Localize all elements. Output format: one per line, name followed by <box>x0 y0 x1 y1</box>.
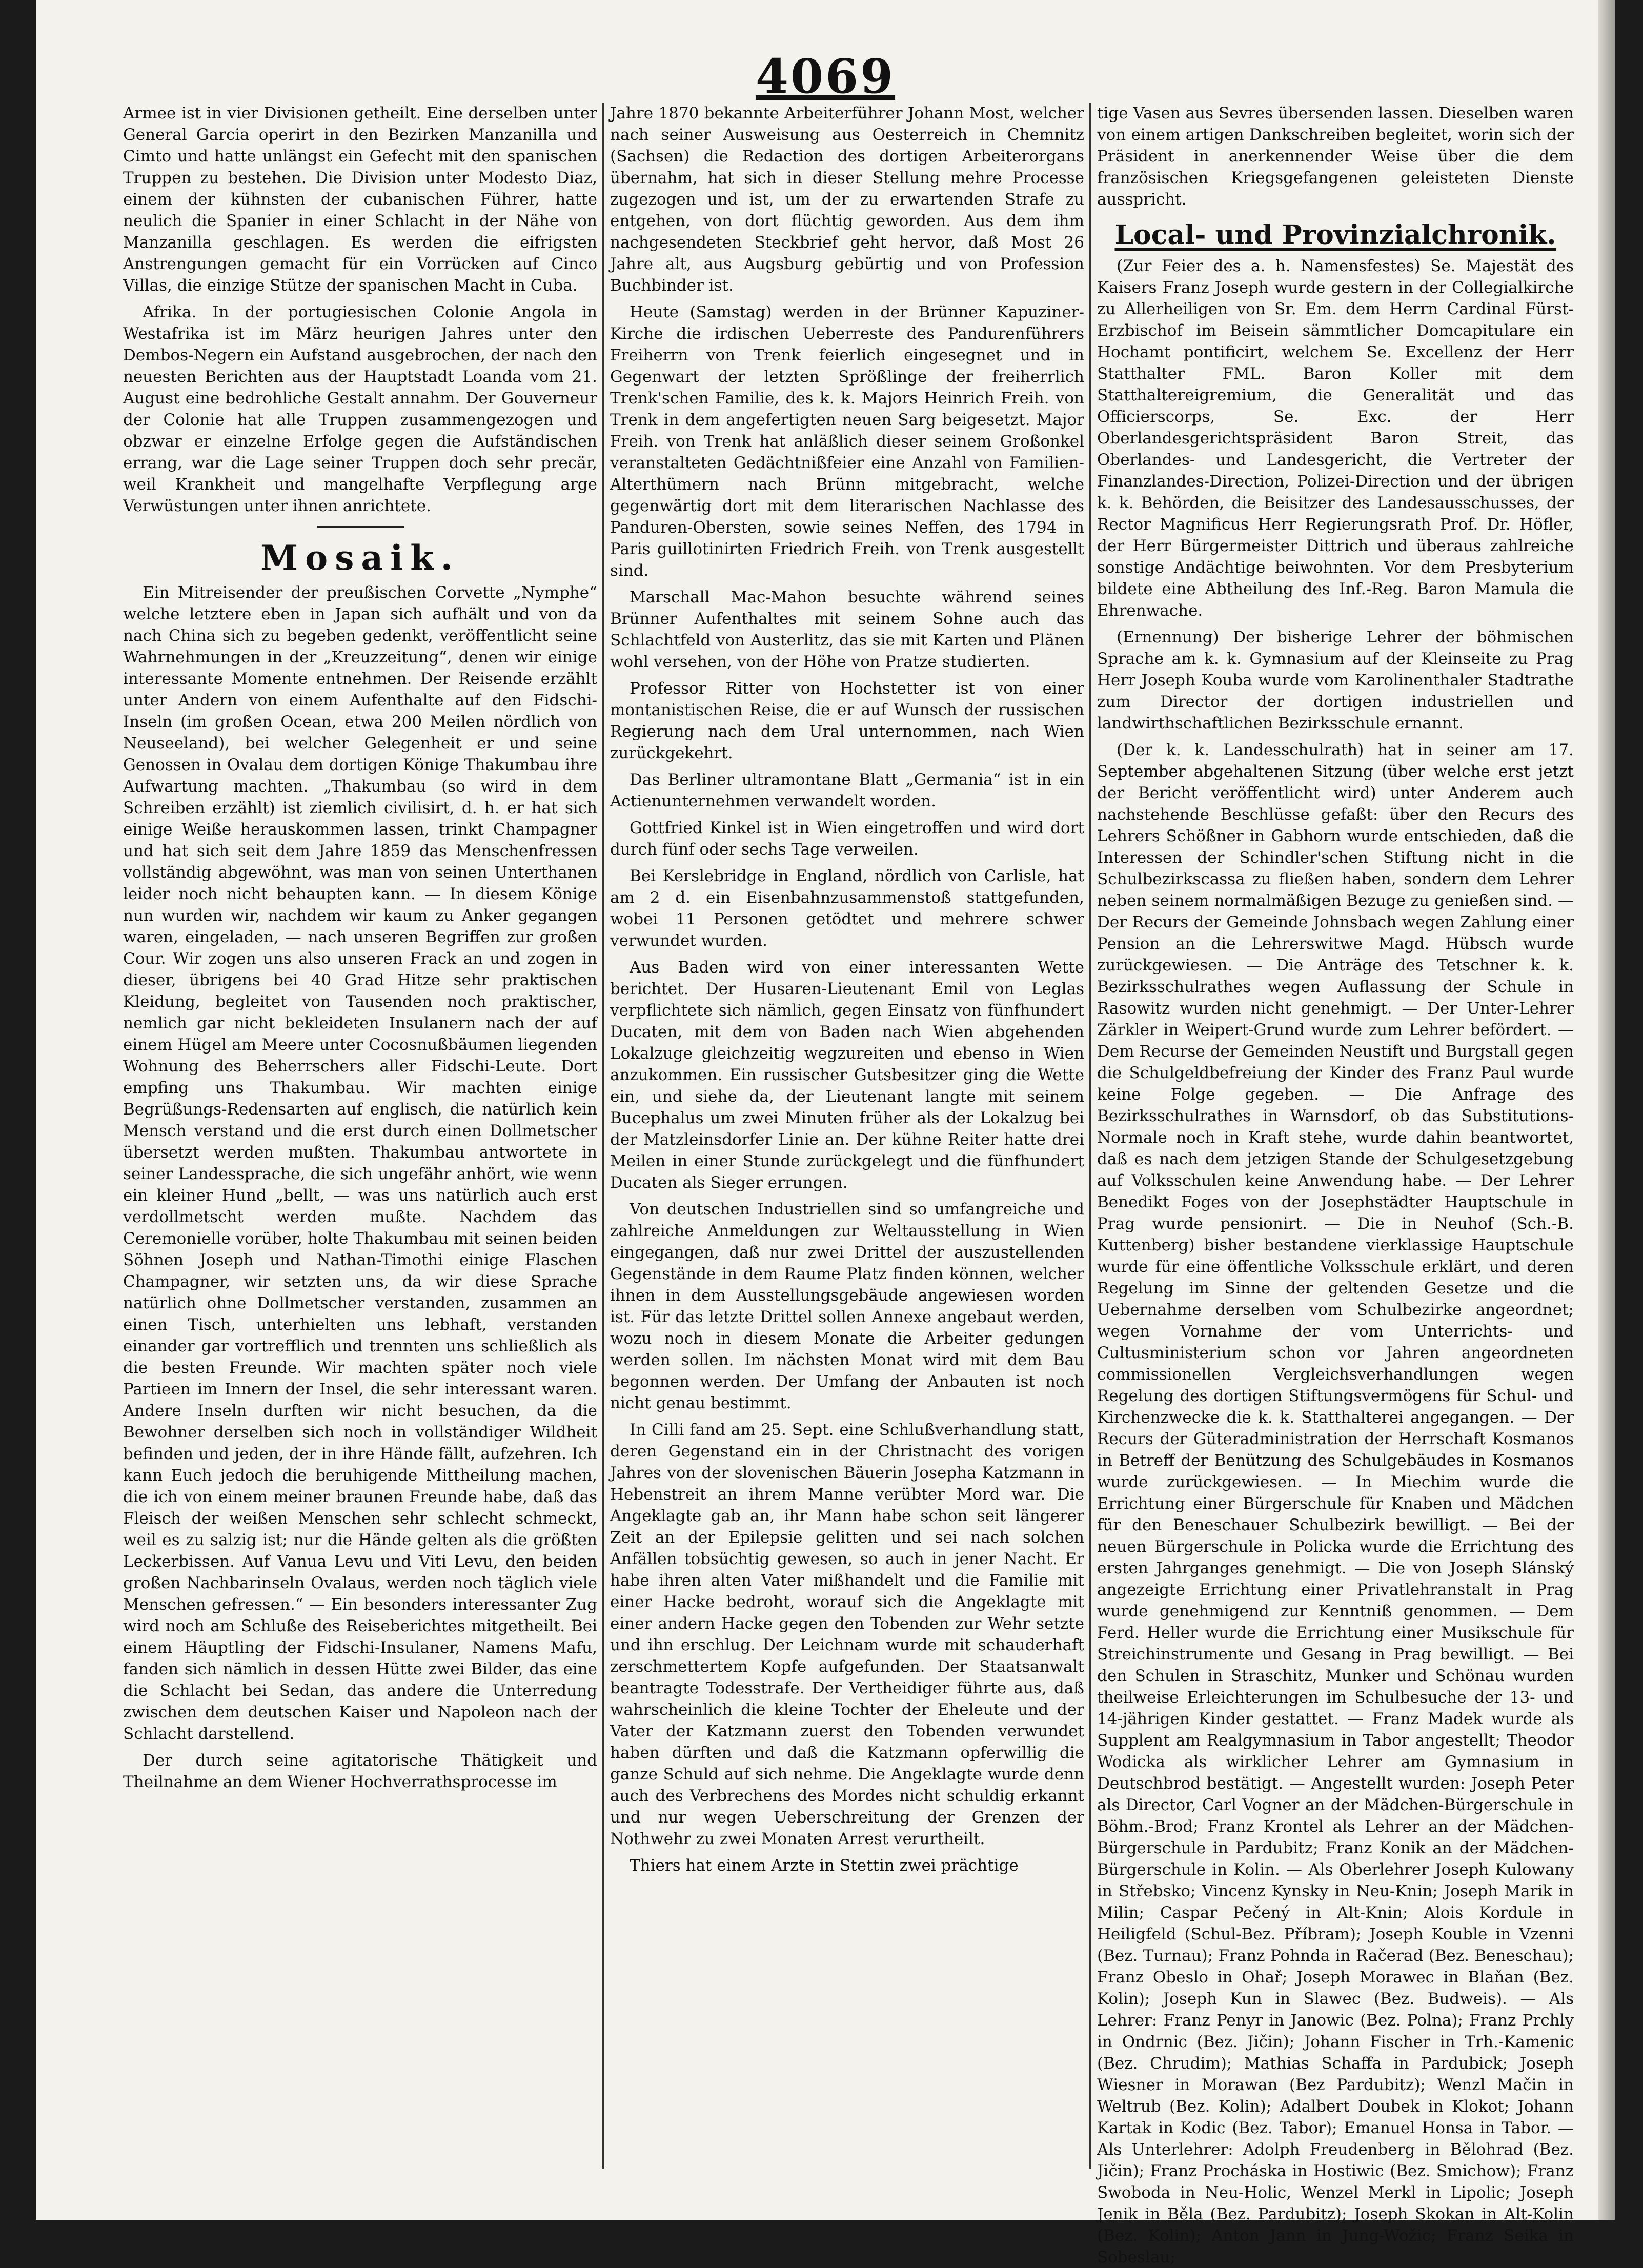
page-number: 4069 <box>755 49 896 104</box>
paragraph-vasen: tige Vasen aus Sevres übersenden lassen. Dieselben waren von einem artigen Dankschreiben begleitet, worin sich der Präsident in anerkennender Weise über die dem französischen Kriegsgefangenen geleisteten Dienste ausspricht. <box>1097 104 1574 209</box>
column-2 <box>610 103 1084 2169</box>
paragraph-cilli: In Cilli fand am 25. Sept. eine Schlußverhandlung statt, deren Gegenstand ein in der Christnacht des vorigen Jahres von der slovenischen Bäuerin Josepha Katzmann in Hebenstreit an ihrem Manne verübter Mord war. Die Angeklagte gab an, ihr Mann habe schon seit längerer Zeit an der Epilepsie gelitten und sei nach solchen Anfällen tobsüchtig gewesen, so auch in jener Nacht. Er habe ihren alten Vater mißhandelt und die Familie mit einer Hacke bedroht, worauf sich die Angeklagte mit einer andern Hacke gegen den Tobenden zur Wehr setzte und ihn erschlug. Der Leichnam wurde mit schauderhaft zerschmettertem Kopfe aufgefunden. Der Staatsanwalt beantragte Todesstrafe. Der Vertheidiger führte aus, daß wahrscheinlich die kleine Tochter der Eheleute und der Vater der Katzmann zuerst den Tobenden verwundet haben dürften und daß die Katzmann opferwillig die ganze Schuld auf sich nehme. Die Angeklagte wurde denn auch des Verbrechens des Mordes nicht schuldig erkannt und nur wegen Ueberschreitung der Grenzen der Nothwehr zu zwei Monaten Arrest verurtheilt. <box>610 1421 1084 1848</box>
page-edge-shadow <box>1598 0 1615 2220</box>
paragraph-mac-mahon: Marschall Mac-Mahon besuchte während seines Brünner Aufenthaltes mit seinem Sohne auch das Schlachtfeld von Austerlitz, das sie mit Karten und Plänen wohl versehen, von der Höhe von Pratze studierten. <box>610 588 1084 671</box>
paragraph-fidschi: Ein Mitreisender der preußischen Corvette „Nymphe“ welche letztere eben in Japan sich aufhält und von da nach China sich zu begeben gedenkt, veröffentlicht seine Wahrnehmungen in der „Kreuzzeitung“, denen wir einige interessante Momente entnehmen. Der Reisende erzählt unter Andern von einem Aufenthalte auf den Fidschi-Inseln (im großen Ocean, etwa 200 Meilen nördlich von Neuseeland), bei welcher Gelegenheit er und seine Genossen in Ovalau dem dortigen Könige Thakumbau ihre Aufwartung machten. „Thakumbau (so wird in dem Schreiben erzählt) ist ziemlich civilisirt, d. h. er hat sich einige Weiße herauskommen lassen, trinkt Champagner und hat sich seit dem Jahre 1859 das Menschenfressen vollständig abgewöhnt, was man von seinen Unterthanen leider noch nicht behaupten kann. — In diesem Könige nun wurden wir, nachdem wir kaum zu Anker gegangen waren, eingeladen, — nach unseren Begriffen zur großen Cour. Wir zogen uns also unseren Frack an und zogen in dieser, übrigens bei 40 Grad Hitze sehr praktischen Kleidung, begleitet von Tausenden noch praktischer, nemlich gar nicht bekleideten Insulanern nach der auf einem Hügel am Meere unter Cocosnußbäumen liegenden Wohnung des Beherrschers aller Fidschi-Leute. Dort empfing uns Thakumbau. Wir machten einige Begrüßungs-Redensarten auf englisch, die natürlich kein Mensch verstand und die erst durch einen Dollmetscher übersetzt werden mußten. Thakumbau antwortete in seiner Landessprache, die sich ungefähr anhört, wie wenn ein kleiner Hund „bellt, — was uns natürlich auch erst verdollmetscht werden mußte. Nachdem das Ceremonielle vorüber, holte Thakumbau mit seinen beiden Söhnen Joseph und Nathan-Timothi einige Flaschen Champagner, wir setzten uns, da wir diese Sprache natürlich ohne Dollmetscher verstanden, zusammen an einen Tisch, unterhielten uns lebhaft, verstanden einander gar vortrefflich und trennten uns schließlich als die besten Freunde. Wir machten später noch viele Partieen im Innern der Insel, die sehr interessant waren. Andere Inseln durften wir nicht besuchen, da die Bewohner derselben sich noch in vollständiger Wildheit befinden und jeden, der in ihre Hände fällt, aufzehren. Ich kann Euch jedoch die beruhigende Mittheilung machen, die ich von einem meiner braunen Freunde habe, daß das Fleisch der weißen Menschen sehr schlecht schmeckt, weil es zu salzig ist; nur die Hände gelten als die größten Leckerbissen. Auf Vanua Levu und Viti Levu, den beiden großen Nachbarinseln Ovalaus, werden noch täglich viele Menschen gefressen.“ — Ein besonders interessanter Zug wird noch am Schluße des Reiseberichtes mitgetheilt. Bei einem Häuptling der Fidschi-Insulaner, Namens Mafu, fanden sich nämlich in dessen Hütte zwei Bilder, das eine die Schlacht bei Sedan, das andere die Unterredung zwischen dem deutschen Kaiser und Napoleon nach der Schlacht darstellend. <box>123 583 597 1743</box>
paragraph-afrika: Afrika. In der portugiesischen Colonie Angola in Westafrika ist im März heurigen Jahres unter den Dembos-Negern ein Aufstand ausgebrochen, der nach den neuesten Berichten aus der Hauptstadt Loanda vom 21. August eine bedrohliche Gestalt annahm. Der Gouverneur der Colonie hat alle Truppen zusammengezogen und obzwar er einzelne Erfolge gegen die Aufständischen errang, war die Lage seiner Truppen doch sehr precär, weil Krankheit und mangelhafte Verpflegung arge Verwüstungen unter ihnen anrichtete. <box>123 303 597 515</box>
paragraph-thiers: Thiers hat einem Arzte in Stettin zwei prächtige <box>630 1856 1019 1875</box>
section-heading-chronik: Local- und Provinzialchronik. <box>1114 219 1556 251</box>
paragraph-kerslebridge: Bei Kerslebridge in England, nördlich von Carlisle, hat am 2 d. ein Eisenbahnzusammenstoß stattgefunden, wobei 11 Personen getödtet und mehrere schwer verwundet wurden. <box>610 867 1084 950</box>
paragraph-most-start: Der durch seine agitatorische Thätigkeit und Theilnahme an dem Wiener Hochverrathsprocesse im <box>123 1751 597 1791</box>
section-heading-mosaik: Mosaik. <box>260 538 460 578</box>
paragraph-ernennung: (Ernennung) Der bisherige Lehrer der böhmischen Sprache am k. k. Gymnasium auf der Kleinseite zu Prag Herr Joseph Kouba wurde vom Karolinenthaler Stadtrathe zum Director der dortigen industriellen und landwirthschaftlichen Bezirksschule ernannt. <box>1097 628 1574 733</box>
paragraph-germania: Das Berliner ultramontane Blatt „Germania“ ist in ein Actienunternehmen verwandelt worden. <box>610 771 1084 811</box>
paragraph-cuba: Armee ist in vier Divisionen getheilt. Eine derselben unter General Garcia operirt in den Bezirken Manzanilla und Cimto und hatte unlängst ein Gefecht mit den spanischen Truppen zu bestehen. Die Division unter Modesto Diaz, einem der kühnsten der cubanischen Führer, hatte neulich die Spanier in einer Schlacht in der Nähe von Manzanilla geschlagen. Es werden die eifrigsten Anstrengungen gemacht für ein Vorrücken auf Cinco Villas, die einzige Stütze der spanischen Macht in Cuba. <box>123 104 597 295</box>
paragraph-baden-wette: Aus Baden wird von einer interessanten Wette berichtet. Der Husaren-Lieutenant Emil von Leglas verpflichtete sich nämlich, gegen Einsatz von fünfhundert Ducaten, mit dem von Baden nach Wien abgehenden Lokalzuge gleichzeitig wegzureiten und ebenso in Wien anzukommen. Ein russischer Gutsbesitzer ging die Wette ein, und siehe da, der Lieutenant langte mit seinem Bucephalus um zwei Minuten früher als der Lokalzug bei der Matzleinsdorfer Linie an. Der kühne Reiter hatte drei Meilen in einer Stunde zurückgelegt und die fünfhundert Ducaten als Sieger errungen. <box>610 958 1084 1192</box>
paragraph-kinkel: Gottfried Kinkel ist in Wien eingetroffen und wird dort durch fünf oder sechs Tage verweilen. <box>610 819 1084 859</box>
column-1 <box>123 103 597 2169</box>
paragraph-namensfest: (Zur Feier des a. h. Namensfestes) Se. Majestät des Kaisers Franz Joseph wurde gestern in der Collegialkirche zu Allerheiligen von Sr. Em. dem Herrn Cardinal Fürst-Erzbischof im Beisein sämmtlicher Domcapitulare ein Hochamt pontificirt, welchem Se. Excellenz der Herr Statthalter FML. Baron Koller mit dem Statthaltereigremium, die Generalität und das Officierscorps, Se. Exc. der Herr Oberlandesgerichtspräsident Baron Streit, das Oberlandes- und Landesgericht, die Vertreter der Finanzlandes-Direction, Polizei-Direction und der übrigen k. k. Behörden, die Beisitzer des Landesausschusses, der Rector Magnificus Herr Regierungsrath Prof. Dr. Höfler, der Herr Bürgermeister Dittrich und überaus zahlreiche sonstige Andächtige beiwohnten. Vor dem Presbyterium bildete eine Abtheilung des Inf.-Reg. Baron Mamula die Ehrenwache. <box>1097 257 1574 620</box>
column-3 <box>1097 103 1574 2266</box>
paragraph-hochstetter: Professor Ritter von Hochstetter ist von einer montanistischen Reise, die er auf Wunsch der russischen Regierung nach dem Ural unternommen, nach Wien zurückgekehrt. <box>610 679 1084 762</box>
separator <box>317 526 404 528</box>
column-rule-1 <box>602 103 604 2169</box>
column-rule-2 <box>1089 103 1091 2169</box>
paragraph-weltausstellung: Von deutschen Industriellen sind so umfangreiche und zahlreiche Anmeldungen zur Weltausstellung in Wien eingegangen, daß nur zwei Drittel der auszustellenden Gegenstände in dem Raume Platz finden können, welcher ihnen in dem Ausstellungsgebäude angewiesen worden ist. Für das letzte Drittel sollen Annexe angebaut werden, wozu noch in diesem Monate die Arbeiter gedungen werden sollen. Im nächsten Monat wird mit dem Bau begonnen werden. Der Umfang der Anbauten ist noch nicht genau bestimmt. <box>610 1200 1084 1412</box>
paragraph-trenk: Heute (Samstag) werden in der Brünner Kapuziner-Kirche die irdischen Ueberreste des Pandurenführers Freiherrn von Trenk feierlich eingesegnet und in Gegenwart der letzten Sprößlinge der freiherrlich Trenk'schen Familie, des k. k. Majors Heinrich Freih. von Trenk in dem angefertigten neuen Sarg beigesetzt. Major Freih. von Trenk hat anläßlich dieser seinem Großonkel veranstalteten Gedächtnißfeier eine Anzahl von Familien-Alterthümern nach Brünn mitgebracht, welche gegenwärtig dort mit dem literarischen Nachlasse des Panduren-Obersten, sowie seines Neffen, des 1794 in Paris guillotinirten Friedrich Freih. von Trenk ausgestellt sind. <box>610 303 1084 580</box>
paragraph-most: Jahre 1870 bekannte Arbeiterführer Johann Most, welcher nach seiner Ausweisung aus Oesterreich in Chemnitz (Sachsen) die Redaction des dortigen Arbeiterorgans übernahm, hat sich in dieser Stellung mehre Processe zugezogen und ist, um der zu erwartenden Strafe zu entgehen, von dort flüchtig geworden. Aus dem ihm nachgesendeten Steckbrief geht hervor, daß Most 26 Jahre alt, aus Augsburg gebürtig und von Profession Buchbinder ist. <box>610 104 1084 295</box>
newspaper-page <box>36 0 1615 2266</box>
paragraph-landesschulrath: (Der k. k. Landesschulrath) hat in seiner am 17. September abgehaltenen Sitzung (über welche erst jetzt der Bericht veröffentlicht wird) unter Anderem auch nachstehende Beschlüsse gefaßt: über den Recurs des Lehrers Schößner in Gabhorn wurde entschieden, daß die Interessen der Schindler'schen Stiftung nicht in die Schulbezirkscassa zu fließen haben, sondern dem Lehrer neben seinem normalmäßigen Bezuge zu genießen sind. — Der Recurs der Gemeinde Johnsbach wegen Zahlung einer Pension an die Lehrerswitwe Magd. Hübsch wurde zurückgewiesen. — Die Anträge des Tetschner k. k. Bezirksschulrathes wegen Auflassung der Schule in Rasowitz wurden nicht genehmigt. — Der Unter-Lehrer Zärkler in Weipert-Grund wurde zum Lehrer befördert. — Dem Recurse der Gemeinden Neustift und Burgstall gegen die Schulgeldbefreiung der Kinder des Franz Paul wurde keine Folge gegeben. — Die Anfrage des Bezirksschulrathes in Warnsdorf, ob das Substitutions-Normale noch in Kraft stehe, wurde dahin beantwortet, daß es nach dem jetzigen Stande der Schulgesetzgebung auf Volksschulen keine Anwendung habe. — Der Lehrer Benedikt Foges von der Josephstädter Hauptschule in Prag wurde pensionirt. — Die in Neuhof (Sch.-B. Kuttenberg) bisher bestandene vierklassige Hauptschule wurde für eine öffentliche Volksschule erklärt, und deren Regelung im Sinne der geltenden Gesetze und die Uebernahme derselben vom Schulbezirke angeordnet; wegen Vornahme der vom Unterrichts- und Cultusministerium schon vor Jahren angeordneten commissionellen Vergleichsverhandlungen wegen Regelung des dortigen Stiftungsvermögens für Schul- und Kirchenzwecke die k. k. Statthalterei angegangen. — Der Recurs der Güteradministration der Herrschaft Kosmanos in Betreff der Benützung des Schulgebäudes in Kosmanos wurde zurückgewiesen. — In Miechim wurde die Errichtung einer Bürgerschule für Knaben und Mädchen für den Beneschauer Schulbezirk bewilligt. — Bei der neuen Bürgerschule in Policka wurde die Errichtung des ersten Jahrganges genehmigt. — Die von Joseph Slánský angezeigte Errichtung einer Privatlehranstalt in Prag wurde genehmigend zur Kenntniß genommen. — Dem Ferd. Heller wurde die Errichtung einer Musikschule für Streichinstrumente und Gesang in Prag bewilligt. — Bei den Schulen in Straschitz, Munker und Schönau wurden theilweise Erleichterungen im Schulbesuche der 13- und 14-jährigen Kinder gestattet. — Franz Madek wurde als Supplent am Realgymnasium in Tabor angestellt; Theodor Wodicka als wirklicher Lehrer am Gymnasium in Deutschbrod bestätigt. — Angestellt wurden: Joseph Peter als Director, Carl Vogner an der Mädchen-Bürgerschule in Böhm.-Brod; Franz Krontel als Lehrer an der Mädchen-Bürgerschule in Pardubitz; Franz Konik an der Mädchen-Bürgerschule in Kolin. — Als Oberlehrer Joseph Kulowany in Střebsko; Vincenz Kynsky in Neu-Knin; Joseph Marik in Milin; Caspar Pečený in Alt-Knin; Alois Kordule in Heiligfeld (Schul-Bez. Příbram); Joseph Kouble in Vzenni (Bez. Turnau); Franz Pohnda in Račerad (Bez. Beneschau); Franz Obeslo in Ohař; Joseph Morawec in Blaňan (Bez. Kolin); Joseph Kun in Slawec (Bez. Budweis). — Als Lehrer: Franz Penyr in Janowic (Bez. Polna); Franz Prchly in Ondrnic (Bez. Jičin); Johann Fischer in Trh.-Kamenic (Bez. Chrudim); Mathias Schaffa in Pardubick; Joseph Wiesner in Morawan (Bez Pardubitz); Wenzl Mačin in Weltrub (Bez. Kolin); Adalbert Doubek in Klokot; Johann Kartak in Kodic (Bez. Tabor); Emanuel Honsa in Tabor. — Als Unterlehrer: Adolph Freudenberg in Bělohrad (Bez. Jičin); Franz Procháska in Hostiwic (Bez. Smichow); Franz Swoboda in Neu-Holic, Wenzel Merkl in Lipolic; Joseph Jenik in Běla (Bez. Pardubitz); Joseph Skokan in Alt-Kolin (Bez. Kolin); Anton Jann in Jung-Wožic; Franz Seika in Sobeslau; <box>1097 741 1574 2266</box>
